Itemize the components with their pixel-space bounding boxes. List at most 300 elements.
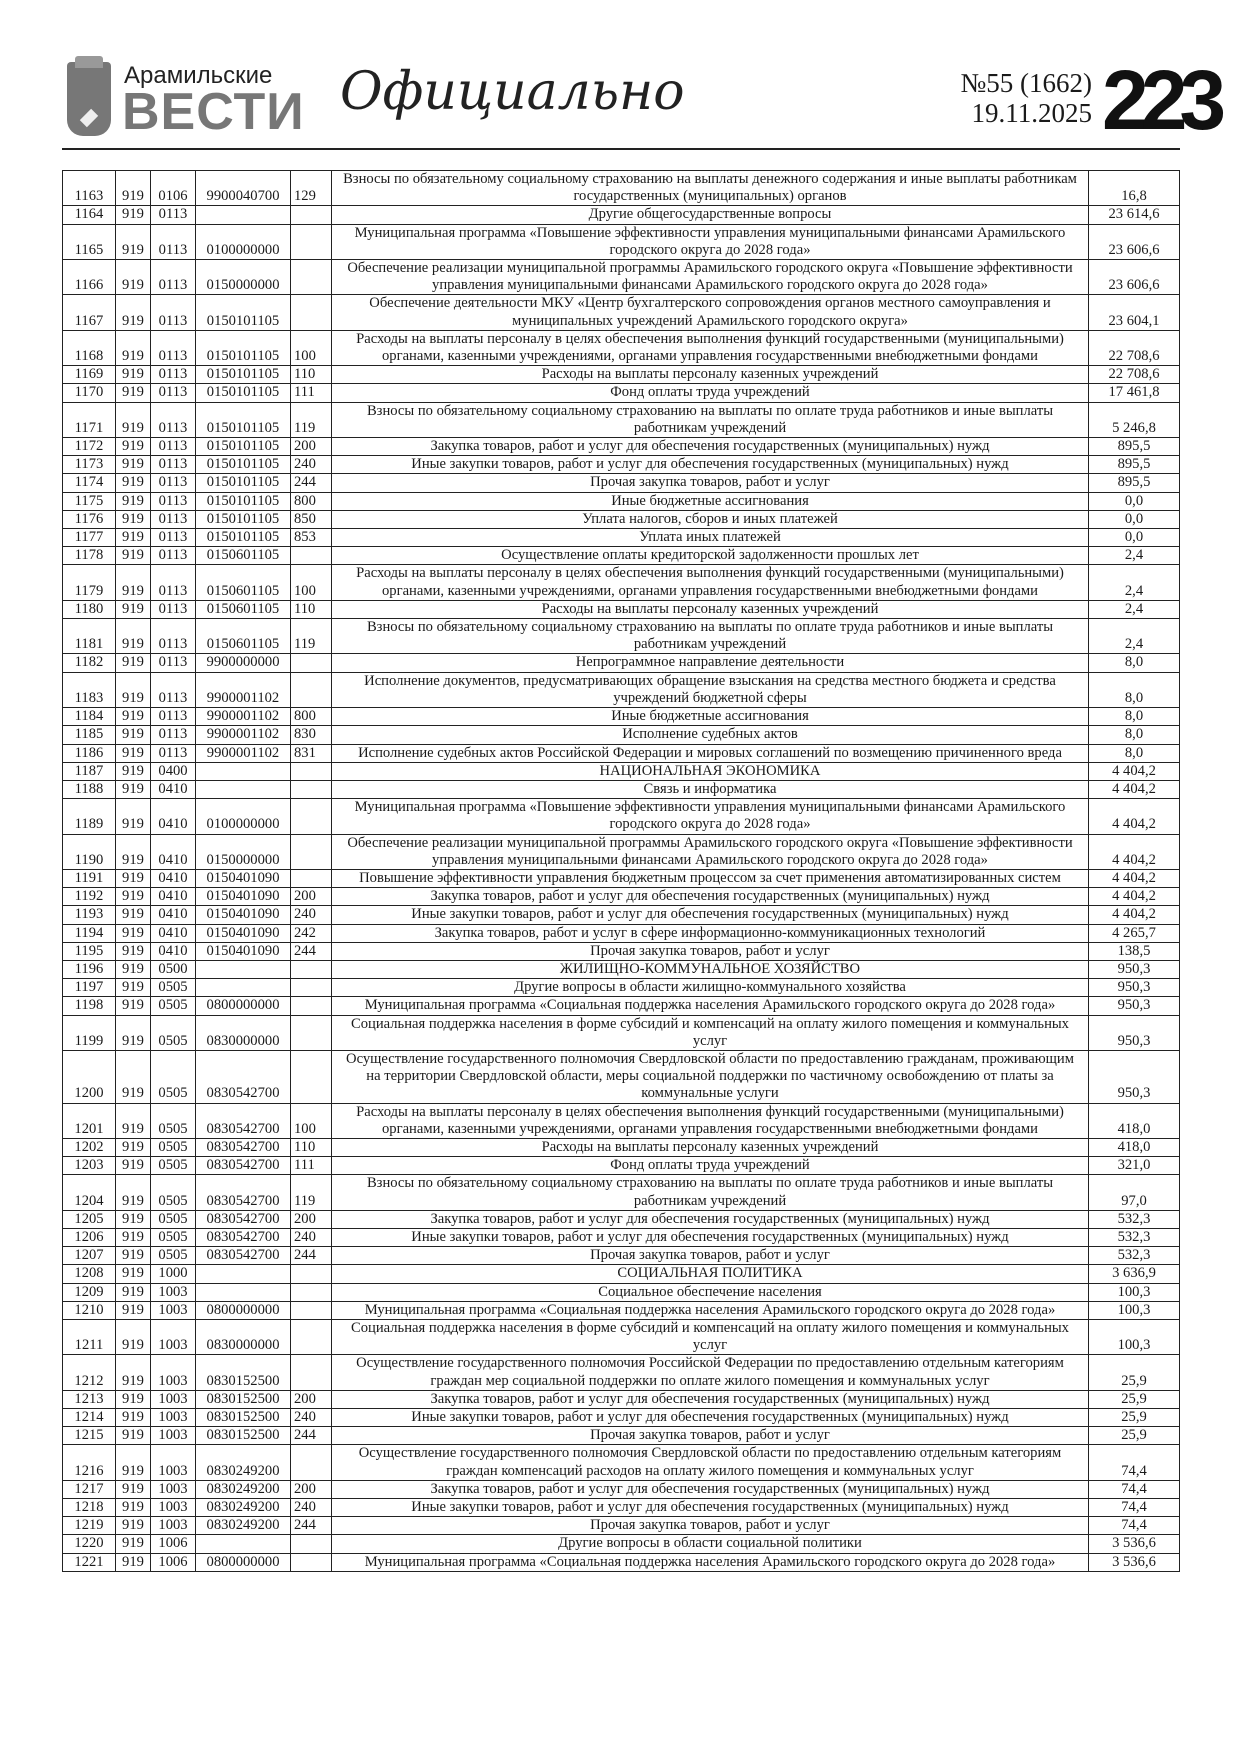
description: Исполнение судебных актов Российской Федерации и мировых соглашений по возмещению причиненного вреда — [332, 744, 1089, 762]
description: НАЦИОНАЛЬНАЯ ЭКОНОМИКА — [332, 762, 1089, 780]
row-number: 1205 — [63, 1210, 116, 1228]
section-code: 0113 — [151, 384, 196, 402]
expense-type-code: 119 — [291, 402, 332, 437]
table-row — [63, 1301, 1180, 1319]
expense-type-code: 800 — [291, 708, 332, 726]
description: Повышение эффективности управления бюджетным процессом за счет применения автоматизированных систем — [332, 869, 1089, 887]
target-article-code: 0150101105 — [196, 510, 291, 528]
amount: 4 404,2 — [1089, 762, 1180, 780]
header-divider — [62, 148, 1180, 150]
section-code: 0505 — [151, 1228, 196, 1246]
row-number: 1175 — [63, 492, 116, 510]
amount: 74,4 — [1089, 1499, 1180, 1517]
amount: 100,3 — [1089, 1283, 1180, 1301]
target-article-code: 9900001102 — [196, 744, 291, 762]
department-code: 919 — [116, 997, 151, 1015]
department-code: 919 — [116, 402, 151, 437]
amount: 950,3 — [1089, 997, 1180, 1015]
table-row — [63, 224, 1180, 259]
target-article-code — [196, 979, 291, 997]
target-article-code: 9900001102 — [196, 672, 291, 707]
table-row — [63, 1553, 1180, 1571]
table-row — [63, 1517, 1180, 1535]
row-number: 1185 — [63, 726, 116, 744]
description: Расходы на выплаты персоналу в целях обеспечения выполнения функций государственными (муниципальными) органами, казенными учреждениями, органами управления государственными внебюджетными фондами — [332, 330, 1089, 365]
amount: 25,9 — [1089, 1355, 1180, 1390]
amount: 25,9 — [1089, 1427, 1180, 1445]
section-code: 0113 — [151, 510, 196, 528]
expense-type-code: 244 — [291, 1247, 332, 1265]
row-number: 1194 — [63, 924, 116, 942]
amount: 4 265,7 — [1089, 924, 1180, 942]
department-code: 919 — [116, 780, 151, 798]
description: Иные закупки товаров, работ и услуг для обеспечения государственных (муниципальных) нужд — [332, 1409, 1089, 1427]
expense-type-code — [291, 1320, 332, 1355]
table-row — [63, 726, 1180, 744]
row-number: 1187 — [63, 762, 116, 780]
table-row — [63, 924, 1180, 942]
amount: 2,4 — [1089, 565, 1180, 600]
department-code: 919 — [116, 1015, 151, 1050]
target-article-code — [196, 960, 291, 978]
section-code: 1003 — [151, 1409, 196, 1427]
department-code: 919 — [116, 600, 151, 618]
target-article-code: 9900001102 — [196, 726, 291, 744]
section-code: 0410 — [151, 834, 196, 869]
expense-type-code: 119 — [291, 619, 332, 654]
section-code: 1003 — [151, 1480, 196, 1498]
expense-type-code — [291, 1301, 332, 1319]
row-number: 1204 — [63, 1175, 116, 1210]
department-code: 919 — [116, 456, 151, 474]
expense-type-code: 244 — [291, 942, 332, 960]
coat-of-arms-icon — [67, 62, 111, 136]
expense-type-code — [291, 1265, 332, 1283]
amount: 8,0 — [1089, 708, 1180, 726]
expense-type-code — [291, 834, 332, 869]
table-row — [63, 780, 1180, 798]
department-code: 919 — [116, 1553, 151, 1571]
table-row — [63, 1265, 1180, 1283]
description: Осуществление государственного полномочия Свердловской области по предоставлению отдельным категориям граждан компенсаций расходов на оплату жилого помещения и коммунальных услуг — [332, 1445, 1089, 1480]
expense-type-code — [291, 1015, 332, 1050]
target-article-code: 0830542700 — [196, 1175, 291, 1210]
row-number: 1176 — [63, 510, 116, 528]
section-code: 0410 — [151, 906, 196, 924]
description: Уплата иных платежей — [332, 529, 1089, 547]
department-code: 919 — [116, 979, 151, 997]
issue-date: 19.11.2025 — [971, 98, 1092, 128]
section-code: 0505 — [151, 1050, 196, 1103]
row-number: 1197 — [63, 979, 116, 997]
department-code: 919 — [116, 1445, 151, 1480]
section-code: 0505 — [151, 1138, 196, 1156]
expense-type-code: 111 — [291, 384, 332, 402]
description: Закупка товаров, работ и услуг для обеспечения государственных (муниципальных) нужд — [332, 438, 1089, 456]
department-code: 919 — [116, 1283, 151, 1301]
section-code: 1003 — [151, 1517, 196, 1535]
description: Фонд оплаты труда учреждений — [332, 1157, 1089, 1175]
target-article-code: 9900001102 — [196, 708, 291, 726]
department-code: 919 — [116, 799, 151, 834]
description: Иные бюджетные ассигнования — [332, 492, 1089, 510]
row-number: 1221 — [63, 1553, 116, 1571]
description: Прочая закупка товаров, работ и услуг — [332, 1427, 1089, 1445]
description: Прочая закупка товаров, работ и услуг — [332, 1247, 1089, 1265]
row-number: 1195 — [63, 942, 116, 960]
table-row — [63, 997, 1180, 1015]
table-row — [63, 1050, 1180, 1103]
description: Социальное обеспечение населения — [332, 1283, 1089, 1301]
section-code: 0106 — [151, 171, 196, 206]
section-code: 0113 — [151, 565, 196, 600]
section-code: 0505 — [151, 1015, 196, 1050]
target-article-code — [196, 1535, 291, 1553]
amount: 23 606,6 — [1089, 224, 1180, 259]
description: Расходы на выплаты персоналу в целях обеспечения выполнения функций государственными (муниципальными) органами, казенными учреждениями, органами управления государственными внебюджетными фондами — [332, 565, 1089, 600]
expense-type-code: 240 — [291, 1409, 332, 1427]
amount: 2,4 — [1089, 619, 1180, 654]
table-row — [63, 1103, 1180, 1138]
section-code: 0410 — [151, 942, 196, 960]
section-code: 0113 — [151, 456, 196, 474]
expense-type-code — [291, 224, 332, 259]
amount: 950,3 — [1089, 960, 1180, 978]
row-number: 1169 — [63, 366, 116, 384]
expense-type-code: 240 — [291, 456, 332, 474]
department-code: 919 — [116, 510, 151, 528]
department-code: 919 — [116, 1301, 151, 1319]
table-row — [63, 1445, 1180, 1480]
description: Обеспечение деятельности МКУ «Центр бухгалтерского сопровождения органов местного самоуправления и муниципальных учреждений Арамильского городского округа» — [332, 295, 1089, 330]
expense-type-code — [291, 780, 332, 798]
amount: 4 404,2 — [1089, 799, 1180, 834]
row-number: 1183 — [63, 672, 116, 707]
target-article-code: 0150601105 — [196, 547, 291, 565]
target-article-code: 0100000000 — [196, 799, 291, 834]
department-code: 919 — [116, 1138, 151, 1156]
table-row — [63, 492, 1180, 510]
table-row — [63, 1210, 1180, 1228]
table-row — [63, 619, 1180, 654]
department-code: 919 — [116, 619, 151, 654]
section-code: 0113 — [151, 224, 196, 259]
section-code: 0113 — [151, 600, 196, 618]
target-article-code: 0830542700 — [196, 1050, 291, 1103]
amount: 532,3 — [1089, 1210, 1180, 1228]
expense-type-code — [291, 1553, 332, 1571]
target-article-code: 0830249200 — [196, 1480, 291, 1498]
department-code: 919 — [116, 744, 151, 762]
department-code: 919 — [116, 1228, 151, 1246]
section-code: 0113 — [151, 260, 196, 295]
department-code: 919 — [116, 906, 151, 924]
description: СОЦИАЛЬНАЯ ПОЛИТИКА — [332, 1265, 1089, 1283]
expense-type-code: 100 — [291, 1103, 332, 1138]
description: Осуществление оплаты кредиторской задолженности прошлых лет — [332, 547, 1089, 565]
target-article-code: 0830152500 — [196, 1427, 291, 1445]
description: Расходы на выплаты персоналу казенных учреждений — [332, 600, 1089, 618]
amount: 0,0 — [1089, 529, 1180, 547]
table-row — [63, 402, 1180, 437]
department-code: 919 — [116, 171, 151, 206]
section-code: 0505 — [151, 1247, 196, 1265]
target-article-code: 0150401090 — [196, 888, 291, 906]
amount: 25,9 — [1089, 1409, 1180, 1427]
table-row — [63, 600, 1180, 618]
table-row — [63, 906, 1180, 924]
table-row — [63, 672, 1180, 707]
table-row — [63, 888, 1180, 906]
department-code: 919 — [116, 366, 151, 384]
section-code: 1003 — [151, 1445, 196, 1480]
section-code: 1003 — [151, 1283, 196, 1301]
description: Связь и информатика — [332, 780, 1089, 798]
department-code: 919 — [116, 1210, 151, 1228]
amount: 418,0 — [1089, 1103, 1180, 1138]
amount: 895,5 — [1089, 438, 1180, 456]
description: Закупка товаров, работ и услуг для обеспечения государственных (муниципальных) нужд — [332, 1390, 1089, 1408]
amount: 22 708,6 — [1089, 366, 1180, 384]
section-code: 0113 — [151, 654, 196, 672]
amount: 100,3 — [1089, 1301, 1180, 1319]
expense-type-code — [291, 799, 332, 834]
department-code: 919 — [116, 438, 151, 456]
section-title: Официально — [340, 62, 685, 122]
table-row — [63, 762, 1180, 780]
description: Социальная поддержка населения в форме субсидий и компенсаций на оплату жилого помещения и коммунальных услуг — [332, 1320, 1089, 1355]
amount: 23 604,1 — [1089, 295, 1180, 330]
table-row — [63, 960, 1180, 978]
target-article-code: 0150101105 — [196, 492, 291, 510]
department-code: 919 — [116, 960, 151, 978]
target-article-code: 0830000000 — [196, 1015, 291, 1050]
target-article-code: 0800000000 — [196, 1301, 291, 1319]
row-number: 1172 — [63, 438, 116, 456]
table-row — [63, 547, 1180, 565]
row-number: 1165 — [63, 224, 116, 259]
description: Взносы по обязательному социальному страхованию на выплаты по оплате труда работников и иные выплаты работникам учреждений — [332, 619, 1089, 654]
target-article-code: 0830249200 — [196, 1517, 291, 1535]
amount: 22 708,6 — [1089, 330, 1180, 365]
expense-type-code: 830 — [291, 726, 332, 744]
description: Взносы по обязательному социальному страхованию на выплаты по оплате труда работников и иные выплаты работникам учреждений — [332, 402, 1089, 437]
section-code: 0410 — [151, 924, 196, 942]
table-row — [63, 1499, 1180, 1517]
amount: 8,0 — [1089, 744, 1180, 762]
row-number: 1215 — [63, 1427, 116, 1445]
department-code: 919 — [116, 1480, 151, 1498]
issue-info — [882, 68, 1092, 128]
department-code: 919 — [116, 1320, 151, 1355]
row-number: 1210 — [63, 1301, 116, 1319]
issue-number: №55 (1662) — [960, 68, 1092, 98]
amount: 2,4 — [1089, 547, 1180, 565]
row-number: 1207 — [63, 1247, 116, 1265]
target-article-code: 0150101105 — [196, 474, 291, 492]
table-row — [63, 1015, 1180, 1050]
description: Муниципальная программа «Повышение эффективности управления муниципальными финансами Арамильского городского округа до 2028 года» — [332, 799, 1089, 834]
department-code: 919 — [116, 834, 151, 869]
description: Другие вопросы в области жилищно-коммунального хозяйства — [332, 979, 1089, 997]
amount: 895,5 — [1089, 456, 1180, 474]
section-code: 0113 — [151, 619, 196, 654]
amount: 532,3 — [1089, 1247, 1180, 1265]
table-row — [63, 1320, 1180, 1355]
description: Взносы по обязательному социальному страхованию на выплаты денежного содержания и иные выплаты работникам государственных (муниципальных) органов — [332, 171, 1089, 206]
department-code: 919 — [116, 1355, 151, 1390]
masthead — [62, 53, 1219, 148]
expense-type-code: 853 — [291, 529, 332, 547]
expense-type-code — [291, 206, 332, 224]
row-number: 1213 — [63, 1390, 116, 1408]
table-row — [63, 1480, 1180, 1498]
section-code: 0400 — [151, 762, 196, 780]
description: Осуществление государственного полномочия Свердловской области по предоставлению гражданам, проживающим на территории Свердловской области, меры социальной поддержки по частичному освобождению от платы за коммунальные услуги — [332, 1050, 1089, 1103]
section-code: 0113 — [151, 529, 196, 547]
description: Иные закупки товаров, работ и услуг для обеспечения государственных (муниципальных) нужд — [332, 1499, 1089, 1517]
section-code: 0410 — [151, 888, 196, 906]
row-number: 1164 — [63, 206, 116, 224]
amount: 5 246,8 — [1089, 402, 1180, 437]
expense-type-code — [291, 654, 332, 672]
target-article-code: 0150000000 — [196, 834, 291, 869]
row-number: 1192 — [63, 888, 116, 906]
amount: 950,3 — [1089, 1050, 1180, 1103]
section-code: 0113 — [151, 206, 196, 224]
section-code: 0113 — [151, 708, 196, 726]
row-number: 1177 — [63, 529, 116, 547]
row-number: 1201 — [63, 1103, 116, 1138]
amount: 321,0 — [1089, 1157, 1180, 1175]
amount: 532,3 — [1089, 1228, 1180, 1246]
expense-type-code: 200 — [291, 1210, 332, 1228]
description: Осуществление государственного полномочия Российской Федерации по предоставлению отдельным категориям граждан мер социальной поддержки по оплате жилого помещения и коммунальных услуг — [332, 1355, 1089, 1390]
description: Муниципальная программа «Социальная поддержка населения Арамильского городского округа до 2028 года» — [332, 1553, 1089, 1571]
amount: 895,5 — [1089, 474, 1180, 492]
expense-type-code: 240 — [291, 906, 332, 924]
target-article-code: 9900000000 — [196, 654, 291, 672]
amount: 3 536,6 — [1089, 1553, 1180, 1571]
target-article-code: 0830542700 — [196, 1157, 291, 1175]
table-row — [63, 456, 1180, 474]
table-row — [63, 565, 1180, 600]
row-number: 1170 — [63, 384, 116, 402]
section-code: 0410 — [151, 799, 196, 834]
row-number: 1220 — [63, 1535, 116, 1553]
amount: 25,9 — [1089, 1390, 1180, 1408]
section-code: 1003 — [151, 1390, 196, 1408]
row-number: 1191 — [63, 869, 116, 887]
row-number: 1178 — [63, 547, 116, 565]
department-code: 919 — [116, 1409, 151, 1427]
expense-type-code: 110 — [291, 1138, 332, 1156]
table-row — [63, 510, 1180, 528]
description: Другие вопросы в области социальной политики — [332, 1535, 1089, 1553]
amount: 74,4 — [1089, 1445, 1180, 1480]
department-code: 919 — [116, 330, 151, 365]
row-number: 1208 — [63, 1265, 116, 1283]
department-code: 919 — [116, 1050, 151, 1103]
row-number: 1182 — [63, 654, 116, 672]
section-code: 1000 — [151, 1265, 196, 1283]
department-code: 919 — [116, 888, 151, 906]
row-number: 1189 — [63, 799, 116, 834]
description: Исполнение судебных актов — [332, 726, 1089, 744]
amount: 950,3 — [1089, 1015, 1180, 1050]
section-code: 0113 — [151, 726, 196, 744]
target-article-code — [196, 1265, 291, 1283]
amount: 100,3 — [1089, 1320, 1180, 1355]
logo-top-text: Арамильские — [124, 62, 273, 89]
department-code: 919 — [116, 869, 151, 887]
section-code: 0113 — [151, 402, 196, 437]
table-row — [63, 1535, 1180, 1553]
department-code: 919 — [116, 1103, 151, 1138]
expense-type-code: 200 — [291, 1390, 332, 1408]
table-row — [63, 1427, 1180, 1445]
amount: 4 404,2 — [1089, 780, 1180, 798]
amount: 2,4 — [1089, 600, 1180, 618]
expense-type-code: 240 — [291, 1499, 332, 1517]
target-article-code: 0830542700 — [196, 1247, 291, 1265]
amount: 4 404,2 — [1089, 906, 1180, 924]
target-article-code: 0150101105 — [196, 438, 291, 456]
expense-type-code — [291, 672, 332, 707]
section-code: 0113 — [151, 744, 196, 762]
description: Прочая закупка товаров, работ и услуг — [332, 1517, 1089, 1535]
expense-type-code — [291, 1050, 332, 1103]
section-code: 0113 — [151, 492, 196, 510]
row-number: 1171 — [63, 402, 116, 437]
department-code: 919 — [116, 924, 151, 942]
target-article-code: 0150101105 — [196, 330, 291, 365]
amount: 8,0 — [1089, 726, 1180, 744]
department-code: 919 — [116, 565, 151, 600]
department-code: 919 — [116, 1175, 151, 1210]
description: Непрограммное направление деятельности — [332, 654, 1089, 672]
amount: 8,0 — [1089, 672, 1180, 707]
description: Взносы по обязательному социальному страхованию на выплаты по оплате труда работников и иные выплаты работникам учреждений — [332, 1175, 1089, 1210]
row-number: 1167 — [63, 295, 116, 330]
budget-table — [62, 170, 1180, 1572]
row-number: 1168 — [63, 330, 116, 365]
amount: 8,0 — [1089, 654, 1180, 672]
department-code: 919 — [116, 1427, 151, 1445]
expense-type-code: 244 — [291, 1427, 332, 1445]
description: Муниципальная программа «Социальная поддержка населения Арамильского городского округа до 2028 года» — [332, 997, 1089, 1015]
expense-type-code — [291, 762, 332, 780]
amount: 23 614,6 — [1089, 206, 1180, 224]
table-row — [63, 1228, 1180, 1246]
department-code: 919 — [116, 1265, 151, 1283]
target-article-code: 0830249200 — [196, 1499, 291, 1517]
description: Закупка товаров, работ и услуг в сфере информационно-коммуникационных технологий — [332, 924, 1089, 942]
amount: 23 606,6 — [1089, 260, 1180, 295]
row-number: 1211 — [63, 1320, 116, 1355]
description: Закупка товаров, работ и услуг для обеспечения государственных (муниципальных) нужд — [332, 1480, 1089, 1498]
expense-type-code: 111 — [291, 1157, 332, 1175]
description: ЖИЛИЩНО-КОММУНАЛЬНОЕ ХОЗЯЙСТВО — [332, 960, 1089, 978]
expense-type-code: 240 — [291, 1228, 332, 1246]
expense-type-code — [291, 997, 332, 1015]
table-row — [63, 654, 1180, 672]
expense-type-code — [291, 1445, 332, 1480]
row-number: 1217 — [63, 1480, 116, 1498]
table-row — [63, 834, 1180, 869]
row-number: 1196 — [63, 960, 116, 978]
table-row — [63, 942, 1180, 960]
